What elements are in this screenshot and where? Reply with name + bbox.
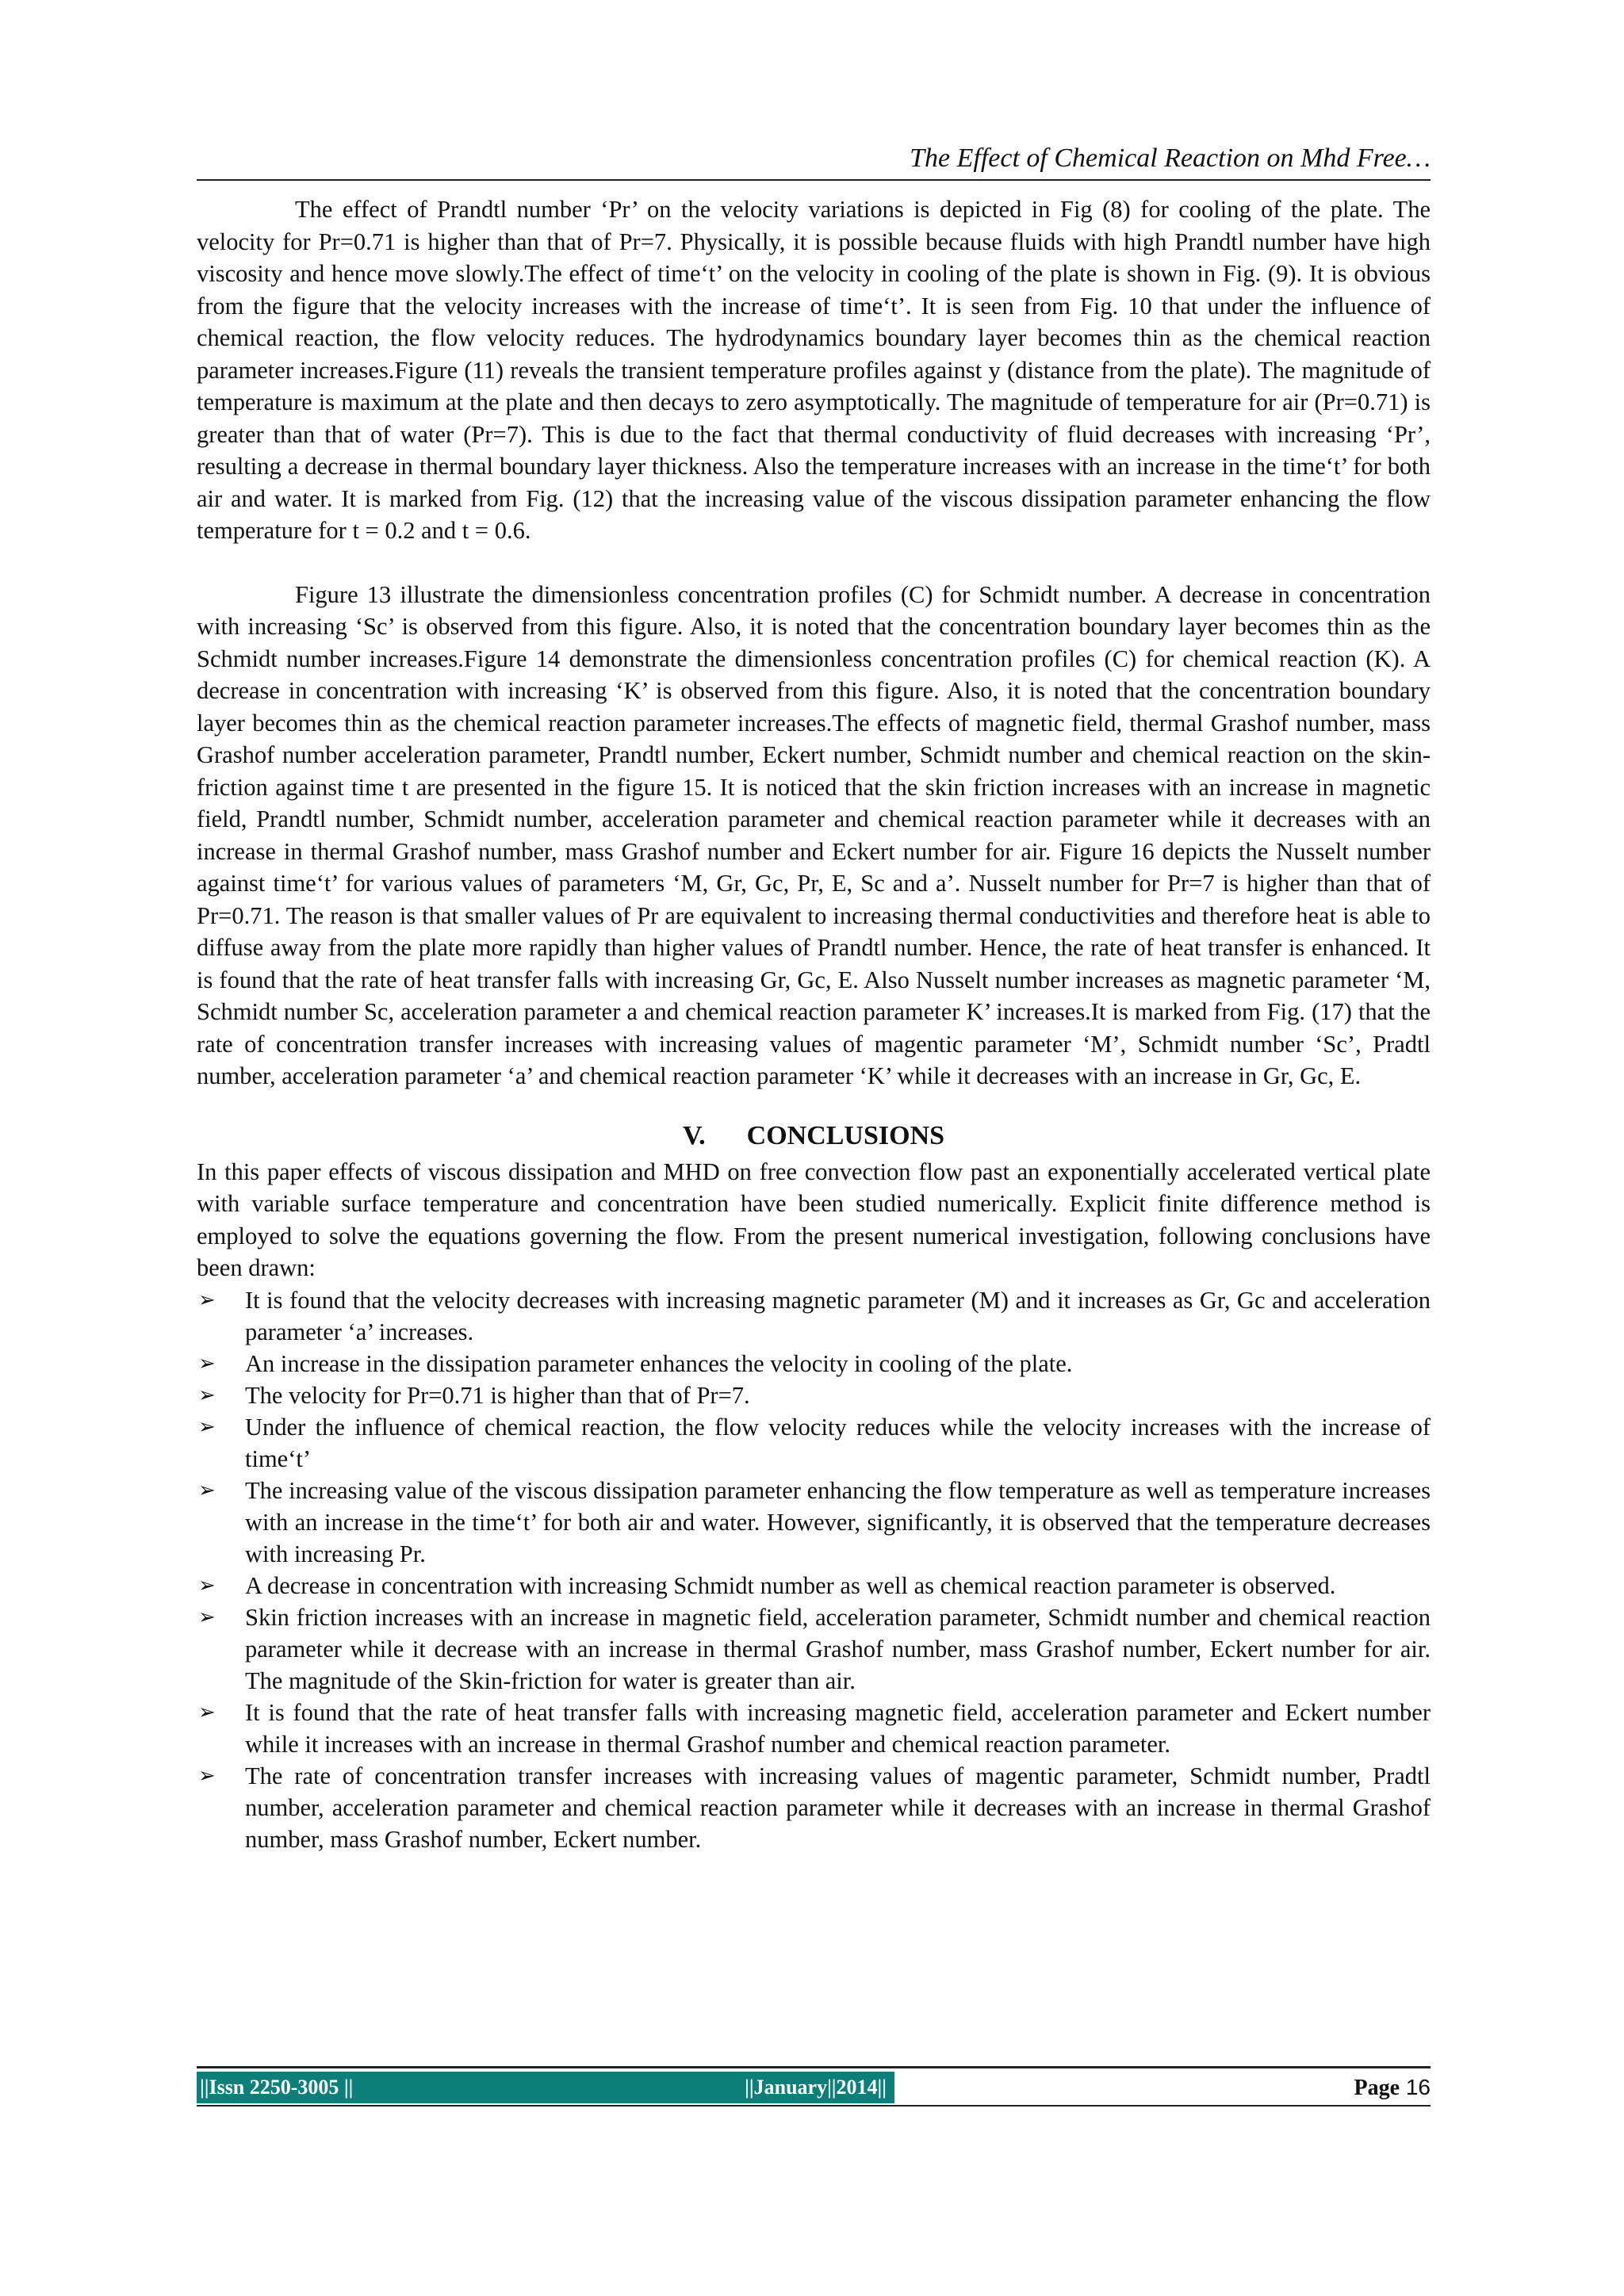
page-label: Page	[1354, 2076, 1400, 2100]
list-item: ➢ The increasing value of the viscous dissipation parameter enhancing the flow temperature as well as temperature increases with an increase in the time‘t’ for both air and water. However, significantly, it is observed that the temperature decreases with increasing Pr.	[197, 1475, 1431, 1570]
list-item: ➢ Under the influence of chemical reaction, the flow velocity reduces while the velocity increases with the increase of time‘t’	[197, 1411, 1431, 1475]
list-item: ➢ Skin friction increases with an increase in magnetic field, acceleration parameter, Schmidt number and chemical reaction parameter while it decrease with an increase in thermal Grashof number, mass Grashof number, Eckert number for air. The magnitude of the Skin-friction for water is greater than air.	[197, 1601, 1431, 1697]
list-item: ➢ The velocity for Pr=0.71 is higher than that of Pr=7.	[197, 1380, 1431, 1411]
list-item: ➢ The rate of concentration transfer increases with increasing values of magentic parameter, Schmidt number, Pradtl number, acceleration parameter and chemical reaction parameter while it decreases with an increase in thermal Grashof number, mass Grashof number, Eckert number.	[197, 1760, 1431, 1855]
list-item: ➢ An increase in the dissipation parameter enhances the velocity in cooling of the plate.	[197, 1348, 1431, 1380]
list-item: ➢ A decrease in concentration with increasing Schmidt number as well as chemical reaction parameter is observed.	[197, 1570, 1431, 1601]
section-number: V.	[682, 1120, 706, 1150]
arrow-bullet-icon: ➢	[198, 1383, 216, 1407]
arrow-bullet-icon: ➢	[198, 1288, 216, 1312]
page	[197, 143, 1431, 1855]
list-item: ➢ It is found that the rate of heat transfer falls with increasing magnetic field, acceleration parameter and Eckert number while it increases with an increase in thermal Grashof number and chemical reaction parameter.	[197, 1697, 1431, 1760]
arrow-bullet-icon: ➢	[198, 1351, 216, 1376]
page-footer	[197, 2066, 1431, 2107]
paragraph-concentration-profiles: Figure 13 illustrate the dimensionless concentration profiles (C) for Schmidt number. A decrease in concentration with increasing ‘Sc’ is observed from this figure. Also, it is noted that the concentration boundary layer becomes thin as the Schmidt number increases.Figure 14 demonstrate the dimensionless concentration profiles (C) for chemical reaction (K). A decrease in concentration with increasing ‘K’ is observed from this figure. Also, it is noted that the concentration boundary layer becomes thin as the chemical reaction parameter increases.The effects of magnetic field, thermal Grashof number, mass Grashof number acceleration parameter, Prandtl number, Eckert number, Schmidt number and chemical reaction on the skin-friction against time t are presented in the figure 15. It is noticed that the skin friction increases with an increase in magnetic field, Prandtl number, Schmidt number, acceleration parameter and chemical reaction parameter while it decreases with an increase in thermal Grashof number, mass Grashof number and Eckert number for air. Figure 16 depicts the Nusselt number against time‘t’ for various values of parameters ‘M, Gr, Gc, Pr, E, Sc and a’. Nusselt number for Pr=7 is higher than that of Pr=0.71. The reason is that smaller values of Pr are equivalent to increasing thermal conductivities and therefore heat is able to diffuse away from the plate more rapidly than higher values of Prandtl number. Hence, the rate of heat transfer is enhanced. It is found that the rate of heat transfer falls with increasing Gr, Gc, E. Also Nusselt number increases as magnetic parameter ‘M, Schmidt number Sc, acceleration parameter a and chemical reaction parameter K’ increases.It is marked from Fig. (17) that the rate of concentration transfer increases with increasing values of magentic parameter ‘M’, Schmidt number ‘Sc’, Pradtl number, acceleration parameter ‘a’ and chemical reaction parameter ‘K’ while it decreases with an increase in Gr, Gc, E.	[197, 580, 1431, 1089]
running-header: The Effect of Chemical Reaction on Mhd Free…	[197, 143, 1431, 181]
arrow-bullet-icon: ➢	[198, 1478, 216, 1502]
paragraph-prandtl-effects: The effect of Prandtl number ‘Pr’ on the velocity variations is depicted in Fig (8) for cooling of the plate. The velocity for Pr=0.71 is higher than that of Pr=7. Physically, it is possible because fluids with high Prandtl number have high viscosity and hence move slowly.The effect of time‘t’ on the velocity in cooling of the plate is shown in Fig. (9). It is obvious from the figure that the velocity increases with the increase of time‘t’. It is seen from Fig. 10 that under the influence of chemical reaction, the flow velocity reduces. The hydrodynamics boundary layer becomes thin as the chemical reaction parameter increases.Figure (11) reveals the transient temperature profiles against y (distance from the plate). The magnitude of temperature is maximum at the plate and then decays to zero asymptotically. The magnitude of temperature for air (Pr=0.71) is greater than that of water (Pr=7). This is due to the fact that thermal conductivity of fluid decreases with increasing ‘Pr’, resulting a decrease in thermal boundary layer thickness. Also the temperature increases with an increase in the time‘t’ for both air and water. It is marked from Fig. (12) that the increasing value of the viscous dissipation parameter enhancing the flow temperature for t = 0.2 and t = 0.6.	[197, 196, 1431, 544]
footer-page-number	[894, 2072, 1431, 2103]
footer-rule	[197, 2066, 1431, 2068]
section-heading	[197, 1119, 1431, 1153]
conclusions-intro: In this paper effects of viscous dissipation and MHD on free convection flow past an exponentially accelerated vertical plate with variable surface temperature and concentration have been studied numerically. Explicit finite difference method is employed to solve the equations governing the flow. From the present numerical investigation, following conclusions have been drawn:	[197, 1158, 1431, 1281]
footer-rule-lower	[197, 2105, 1431, 2107]
section-title: CONCLUSIONS	[746, 1120, 945, 1150]
footer-date: ||January||2014||	[745, 2076, 887, 2099]
conclusions-list	[197, 1284, 1431, 1855]
arrow-bullet-icon: ➢	[198, 1573, 216, 1598]
footer-issn: ||Issn 2250-3005 ||	[200, 2076, 354, 2099]
arrow-bullet-icon: ➢	[198, 1414, 216, 1439]
list-item: ➢ It is found that the velocity decreases with increasing magnetic parameter (M) and it increases as Gr, Gc and acceleration parameter ‘a’ increases.	[197, 1284, 1431, 1348]
arrow-bullet-icon: ➢	[198, 1605, 216, 1629]
page-number: 16	[1405, 2075, 1431, 2099]
arrow-bullet-icon: ➢	[198, 1700, 216, 1724]
footer-journal-bar	[197, 2072, 894, 2103]
arrow-bullet-icon: ➢	[198, 1763, 216, 1788]
